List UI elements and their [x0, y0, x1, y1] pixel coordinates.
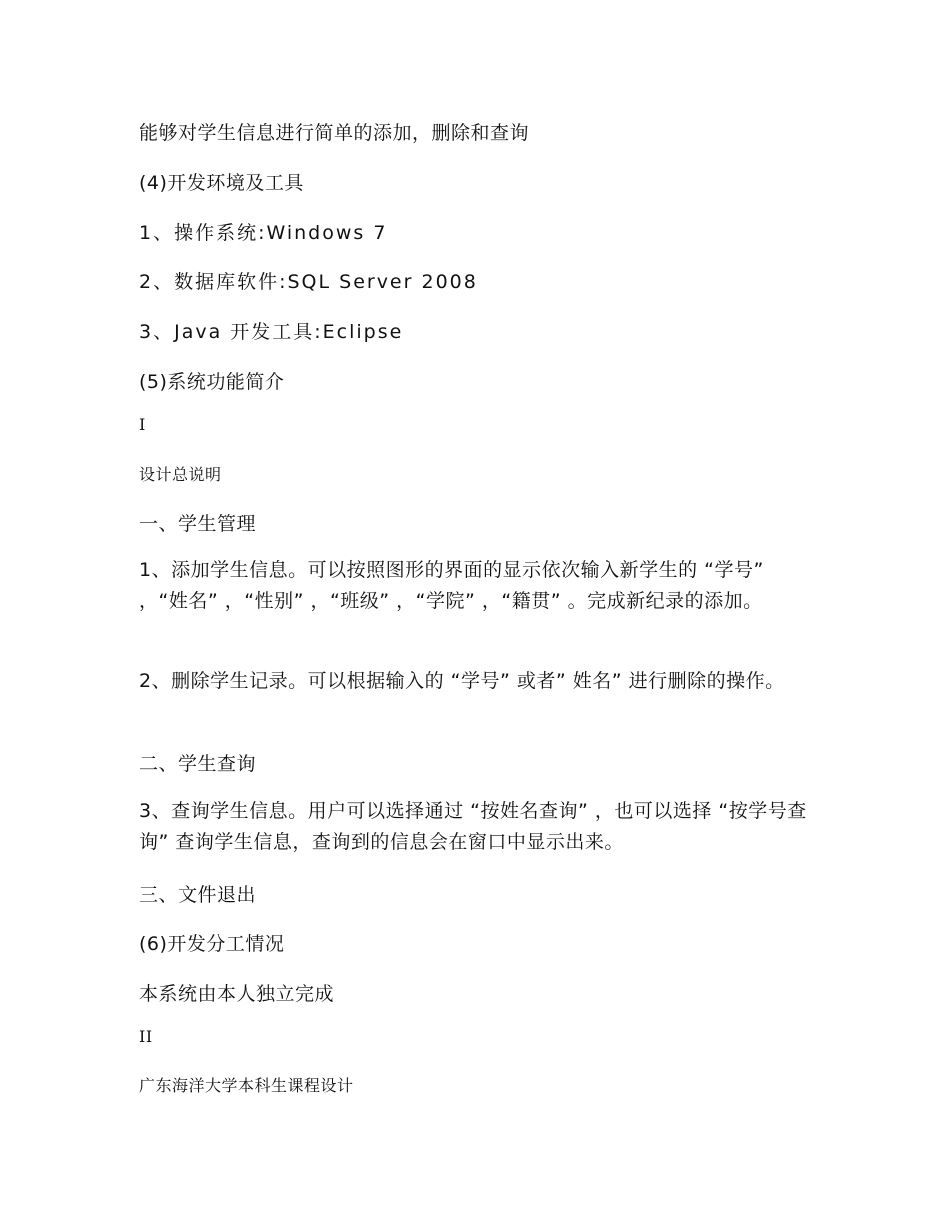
heading-system-functions: (5)系统功能简介 — [139, 371, 285, 393]
item-query-student: 3、查询学生信息。用户可以选择通过 “按姓名查询” ，也可以选择 “按学号查询” 查询学生信息，查询到的信息会在窗口中显示出来。 — [139, 800, 807, 853]
item-delete-student: 2、删除学生记录。可以根据输入的 “学号” 或者” 姓名” 进行删除的操作。 — [139, 670, 785, 692]
item-java-tool: 3、Java 开发工具:Eclipse — [139, 321, 404, 343]
page-header-1: 设计总说明 — [139, 465, 222, 484]
section-student-management: 一、学生管理 — [139, 513, 257, 535]
heading-dev-environment: (4)开发环境及工具 — [139, 172, 304, 194]
section-student-query: 二、学生查询 — [139, 753, 257, 775]
division-statement: 本系统由本人独立完成 — [139, 983, 335, 1005]
item-os: 1、操作系统:Windows 7 — [139, 222, 388, 244]
section-file-exit: 三、文件退出 — [139, 884, 257, 906]
item-add-student: 1、添加学生信息。可以按照图形的界面的显示依次输入新学生的 “学号” ，“姓名” ，“性别” ，“班级” ，“学院” ，“籍贯” 。完成新纪录的添加。 — [139, 559, 764, 612]
page-header-2: 广东海洋大学本科生课程设计 — [139, 1076, 354, 1095]
heading-division-of-work: (6)开发分工情况 — [139, 933, 285, 955]
intro-paragraph: 能够对学生信息进行简单的添加，删除和查询 — [139, 122, 530, 144]
page-number-2: II — [139, 1027, 153, 1046]
page-number-1: I — [139, 415, 146, 434]
item-database: 2、数据库软件:SQL Server 2008 — [139, 271, 478, 293]
